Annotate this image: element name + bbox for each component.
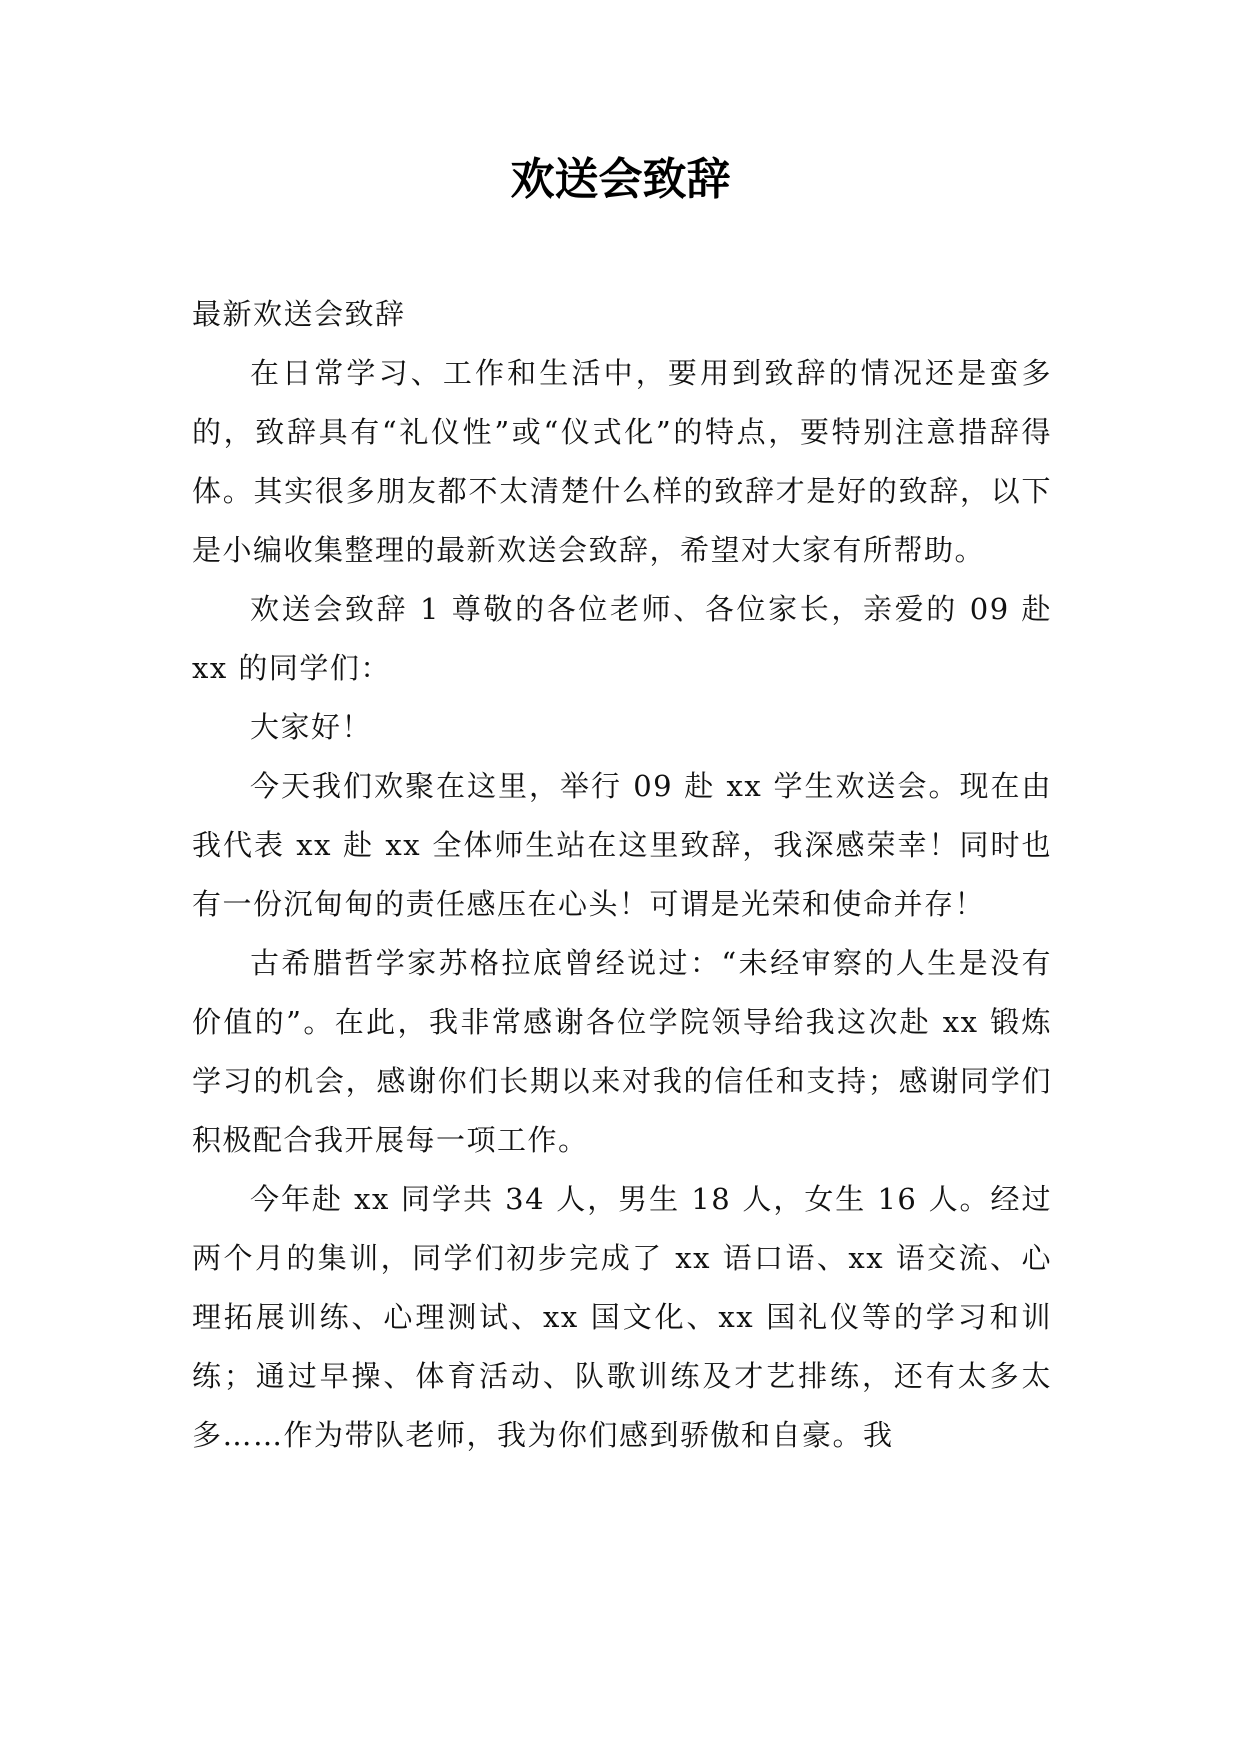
paragraph-summary: 今年赴 xx 同学共 34 人，男生 18 人，女生 16 人。经过两个月的集训，同学们初步完成了 xx 语口语、xx 语交流、心理拓展训练、心理测试、xx 国文化、xx 国礼仪等的学习和训练；通过早操、体育活动、队歌训练及才艺排练，还有太多太多……作为带队老师，我为你们感到骄傲和自豪。我 bbox=[192, 1182, 1052, 1452]
paragraph-salutation: 欢送会致辞 1 尊敬的各位老师、各位家长，亲爱的 09 赴 xx 的同学们： bbox=[192, 592, 1052, 685]
document-body bbox=[192, 285, 1052, 1465]
paragraph-subtitle: 最新欢送会致辞 bbox=[192, 297, 406, 331]
document-title: 欢送会致辞 bbox=[510, 154, 731, 205]
paragraph-thanks: 古希腊哲学家苏格拉底曾经说过：“未经审察的人生是没有价值的”。在此，我非常感谢各位学院领导给我这次赴 xx 锻炼学习的机会，感谢你们长期以来对我的信任和支持；感谢同学们积极配合我开展每一项工作。 bbox=[192, 946, 1052, 1157]
paragraph-opening: 今天我们欢聚在这里，举行 09 赴 xx 学生欢送会。现在由我代表 xx 赴 xx 全体师生站在这里致辞，我深感荣幸！同时也有一份沉甸甸的责任感压在心头！可谓是光荣和使命并存！ bbox=[192, 769, 1052, 921]
paragraph-greeting: 大家好！ bbox=[250, 710, 373, 744]
paragraph-intro: 在日常学习、工作和生活中，要用到致辞的情况还是蛮多的，致辞具有“礼仪性”或“仪式化”的特点，要特别注意措辞得体。其实很多朋友都不太清楚什么样的致辞才是好的致辞，以下是小编收集整理的最新欢送会致辞，希望对大家有所帮助。 bbox=[192, 356, 1052, 567]
